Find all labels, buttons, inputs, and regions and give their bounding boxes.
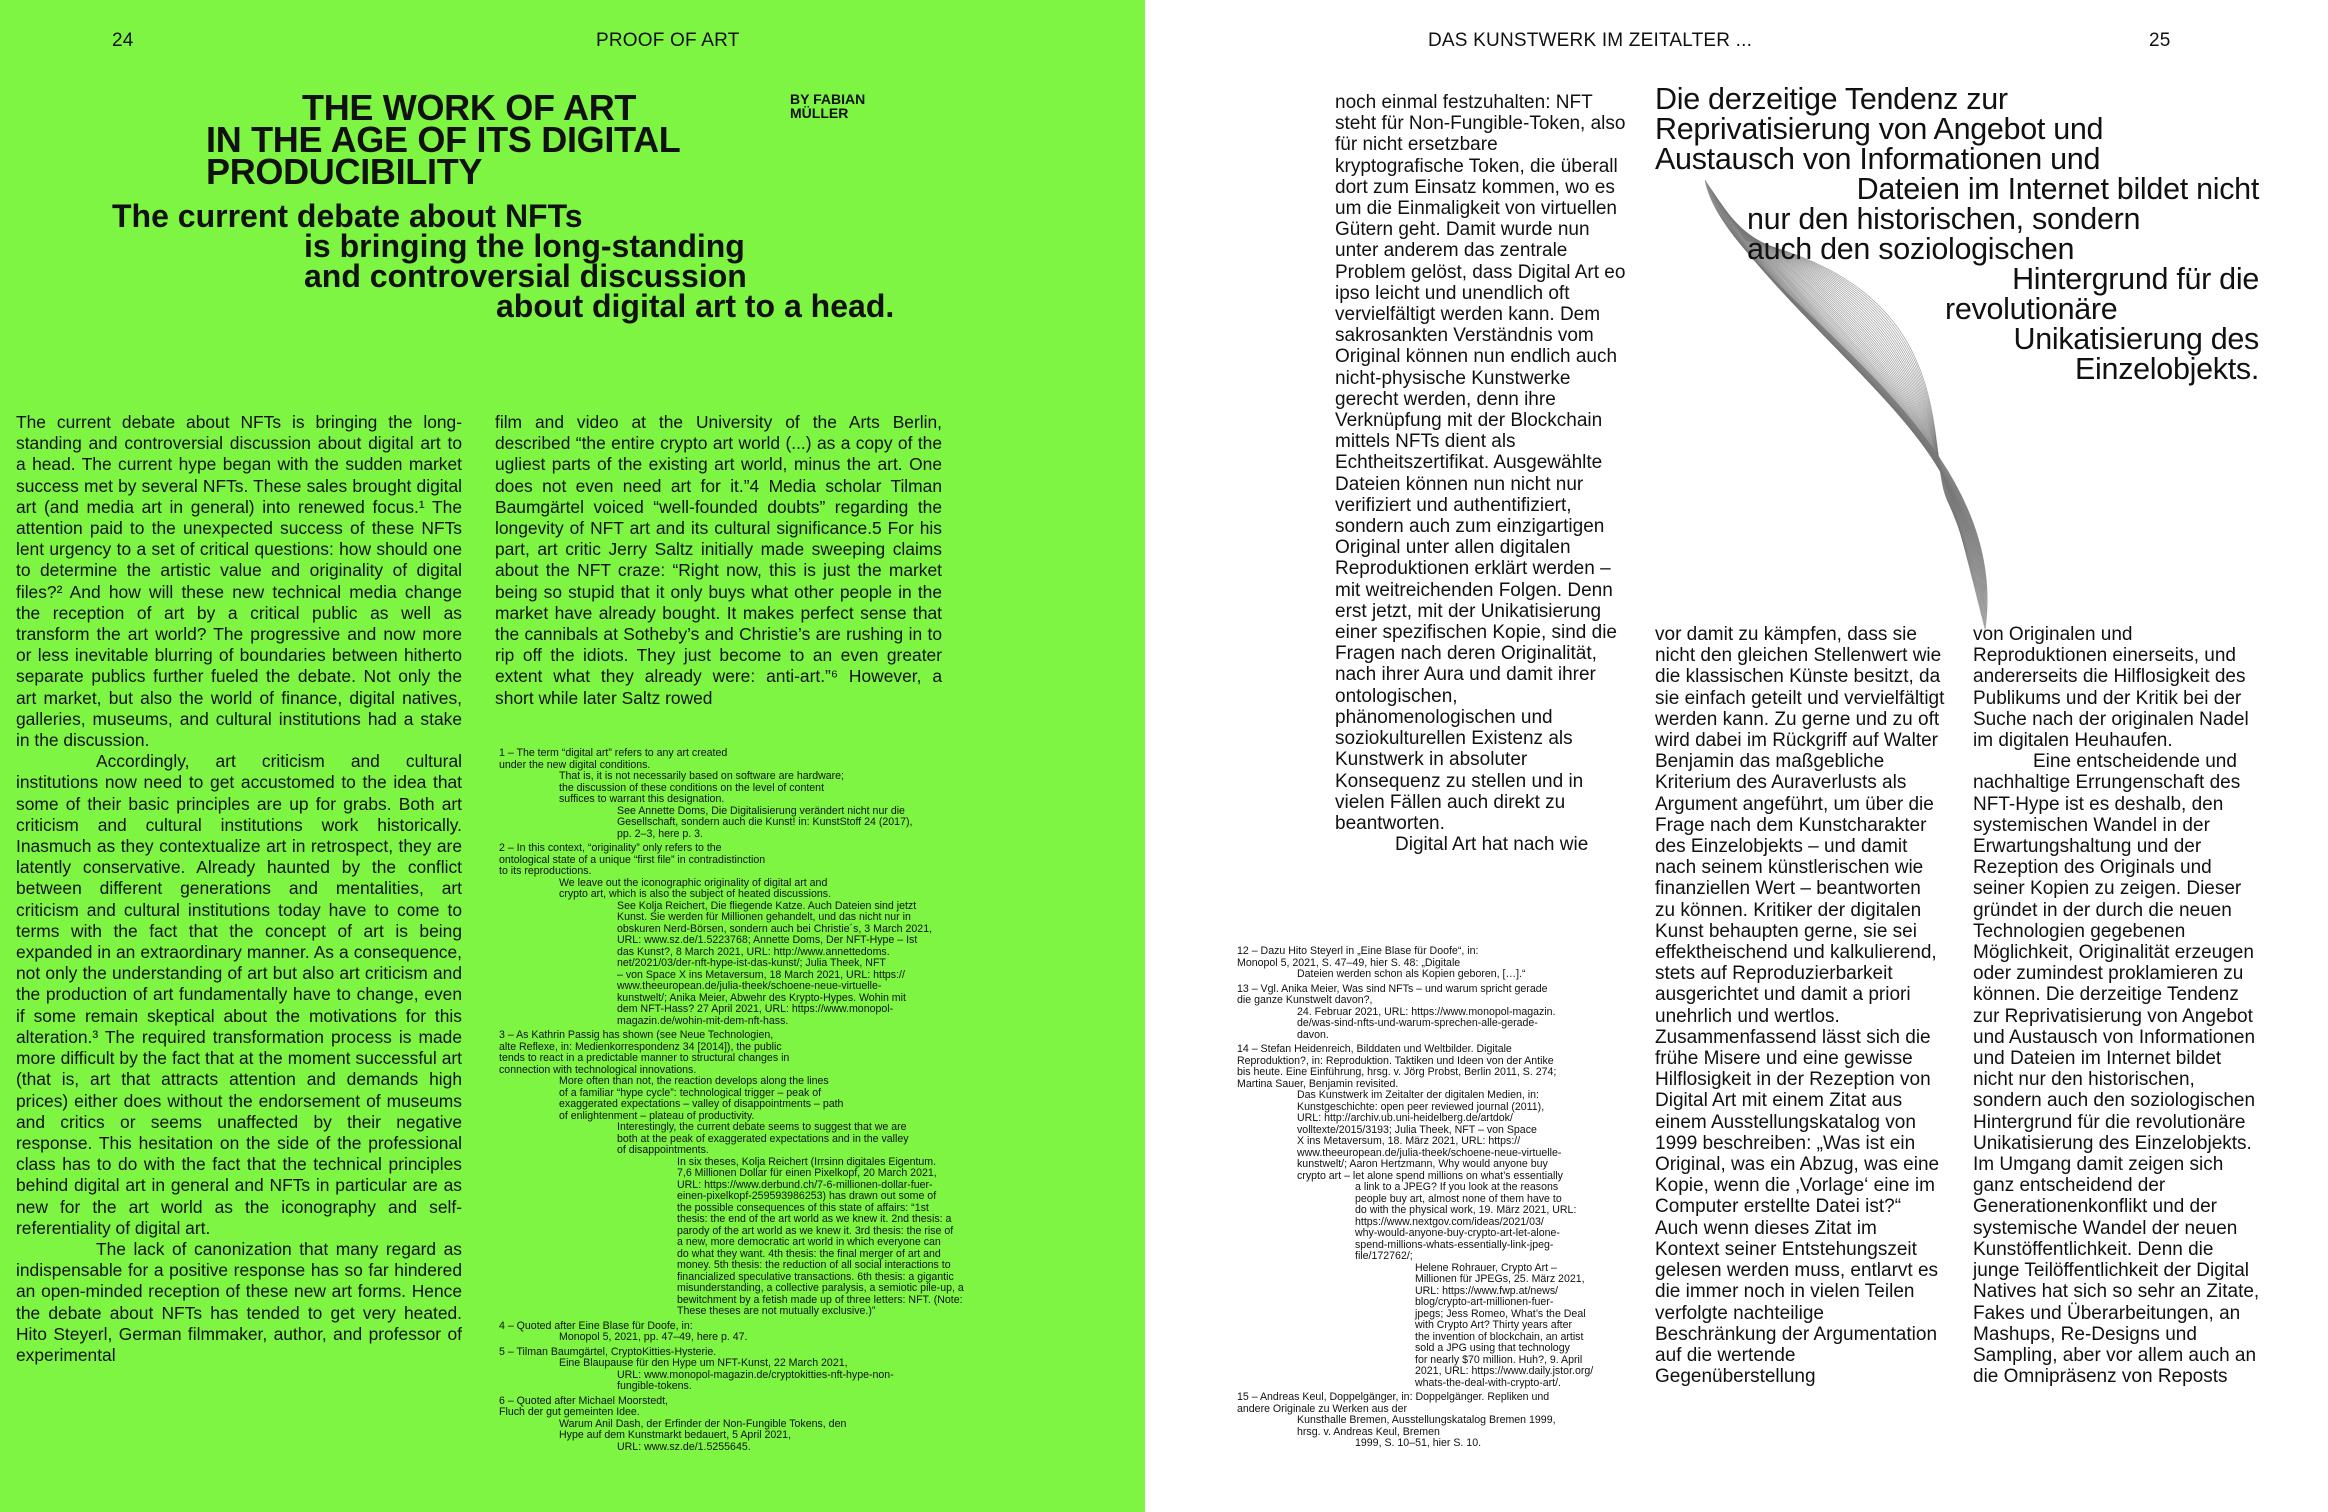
body-column-de-3 <box>1973 624 2263 1387</box>
paragraph: film and video at the University of the Arts Berlin, described “the entire crypto art world (...) as a copy of the ugliest parts of the existing art world, minus the art. One does not even need art for it.”4 Media scholar Tilman Baumgärtel voiced “well-founded doubts” regarding the longevity of NFT art and its cultural significance.5 For his part, art critic Jerry Saltz initially made sweeping claims about the NFT craze: “Right now, this is just the market being so stupid that it only buys what other people in the market have already bought. It makes perfect sense that the cannibals at Sotheby’s and Christie’s are rushing in to rip off the idiots. They just become to an even greater extent what they already were: anti-art.”⁶ However, a short while later Saltz rowed <box>495 412 942 708</box>
paragraph: Digital Art hat nach wie <box>1395 834 1589 856</box>
footnote-line: We leave out the iconographic originality of digital art and <box>559 876 828 889</box>
footnote-line: for nearly $70 million. Huh?, 9. April <box>1415 1353 1583 1366</box>
footnote-line: Interestingly, the current debate seems to suggest that we are <box>617 1121 907 1133</box>
subtitle-line: is bringing the long-standing <box>304 228 745 264</box>
footnote-line: Helene Rohrauer, Crypto Art – <box>1415 1261 1557 1274</box>
footnote-line: 5 – Tilman Baumgärtel, CryptoKitties-Hysterie. <box>499 1345 717 1358</box>
footnote-line: X ins Metaversum, 18. März 2021, URL: https:// <box>1297 1135 1521 1147</box>
pull-quote-line: nur den historischen, sondern <box>1747 202 2141 236</box>
footnote-line: file/172762/; <box>1355 1250 1413 1262</box>
footnote-line: Monopol 5, 2021, S. 47–49, hier S. 48: „Digitale <box>1237 956 1461 969</box>
paragraph: The current debate about NFTs is bringing the long-standing and controversial discussion about digital art to a head. The current hype began with the sudden market success met by several NFTs. These sales brought digital art (and media art in general) into renewed focus.¹ The attention paid to the unexpected success of these NFTs lent urgency to a set of critical questions: how should one to determine the artistic value and originality of digital files?² And how will these new technical media change the reception of art by a critical public as well as transform the art world? The progressive and now more or less inevitable blurring of boundaries between hitherto separate publics further fueled the debate. Not only the art market, but also the world of finance, digital natives, galleries, museums, and cultural institutions had a stake in the discussion. <box>16 412 462 751</box>
footnote-line: hrsg. v. Andreas Keul, Bremen <box>1297 1425 1440 1438</box>
footnote-line: – von Space X ins Metaversum, 18 March 2021, URL: https:// <box>617 968 905 981</box>
footnote <box>1237 1044 1657 1389</box>
footnote <box>499 1321 1139 1344</box>
footnote-line: a new, more democratic art world in which everyone can <box>677 1236 941 1248</box>
footnote-line: URL: www.sz.de/1.5255645. <box>617 1440 751 1453</box>
title-line: THE WORK OF ART <box>302 87 637 128</box>
paragraph: Eine entscheidende und nachhaltige Errungenschaft des NFT-Hype ist es deshalb, den systemischen Wandel in der Erwartungshaltung und der Rezeption des Originals und seiner Kopien zu zeigen. Dieser gründet in der durch die neuen Technologien gegebenen Möglichkeit, Originalität erzeugen oder zumindest proklamieren zu können. Die derzeitige Tendenz zur Reprivatisierung von Angebot und Austausch von Informationen und Dateien im Internet bildet nicht nur den historischen, sondern auch den soziologischen Hintergrund für die revolutionäre Unikatisierung des Einzelobjekts. Im Umgang damit zeigen sich ganz entscheidend der Generationenkonflikt und der systemische Wandel der neuen Kunstöffentlichkeit. Denn die junge Teilöffentlichkeit der Digital Natives hat sich so sehr an Zitate, Fakes und Überarbeitungen, an Mashups, Re-Designs und Sampling, aber vor allem auch an die Omnipräsenz von Reposts <box>1973 751 2260 1388</box>
footnote-line: spend-millions-whats-essentially-link-jpeg- <box>1355 1238 1554 1251</box>
pull-quote-line: revolutionäre <box>1945 292 2118 326</box>
running-head-right: DAS KUNSTWERK IM ZEITALTER ... <box>1428 30 1753 51</box>
body-column-de-1 <box>1335 92 1627 855</box>
footnote-line: parody of the art world as we knew it. 3rd thesis: the rise of <box>677 1224 954 1237</box>
footnote-line: 1 – The term “digital art” refers to any art created <box>499 747 728 759</box>
footnote-line: Kunst. Sie werden für Millionen gehandelt, und das nicht nur in <box>617 911 911 923</box>
footnote-line: under the new digital conditions. <box>499 758 651 771</box>
subtitle <box>112 198 1132 324</box>
footnote-line: the possible consequences of this state of affairs: “1st <box>677 1201 929 1214</box>
footnote-line: 7,6 Millionen Dollar für einen Pixelkopf, 20 March 2021, <box>677 1167 937 1179</box>
footnote-line: Millionen für JPEGs, 25. März 2021, <box>1415 1273 1585 1285</box>
title-line: PRODUCIBILITY <box>206 151 483 192</box>
footnote-line: 2 – In this context, “originality” only refers to the <box>499 842 722 854</box>
footnote-line: 13 – Vgl. Anika Meier, Was sind NFTs – und warum spricht gerade <box>1237 982 1548 995</box>
paragraph: von Originalen und Reproduktionen einerseits, und andererseits die Hilflosigkeit des Publikums und der Kritik bei der Suche nach der originalen Nadel im digitalen Heuhaufen. <box>1973 624 2249 752</box>
footnote-line: of disappointments. <box>617 1144 709 1156</box>
footnote-line: do what they want. 4th thesis: the final merger of art and <box>677 1247 941 1260</box>
footnote-line: de/was-sind-nfts-und-warum-sprechen-alle-gerade- <box>1297 1017 1538 1029</box>
pull-quote-line: Einzelobjekts. <box>2075 352 2259 386</box>
footnote-line: with Crypto Art? Thirty years after <box>1415 1319 1572 1331</box>
footnote-line: financialized speculative transactions. 6th thesis: a gigantic <box>677 1270 954 1283</box>
footnote-line: URL: www.monopol-magazin.de/cryptokitties-nft-hype-non- <box>617 1368 894 1381</box>
footnote-line: These theses are not mutually exclusive.)” <box>677 1305 876 1317</box>
footnote-line: Kunstgeschichte: open peer reviewed journal (2011), <box>1297 1100 1545 1113</box>
pull-quote-line: auch den soziologischen <box>1747 232 2075 266</box>
footnote-line: blog/crypto-art-millionen-fuer- <box>1415 1296 1554 1308</box>
footnotes-right <box>1237 946 1657 1450</box>
page-number-left: 24 <box>112 30 134 51</box>
subtitle-line: The current debate about NFTs <box>112 198 583 234</box>
footnote <box>1237 1392 1657 1450</box>
footnote-line: 4 – Quoted after Eine Blase für Doofe, in: <box>499 1319 693 1332</box>
pull-quote-line: Austausch von Informationen und <box>1655 142 2101 176</box>
footnote-line: 3 – As Kathrin Passig has shown (see Neue Technologien, <box>499 1029 774 1041</box>
footnote-line: 24. Februar 2021, URL: https://www.monopol-magazin. <box>1297 1005 1556 1018</box>
footnote-line: Martina Sauer, Benjamin revisited. <box>1237 1077 1399 1090</box>
pull-quote-line: Dateien im Internet bildet nicht <box>1856 172 2259 206</box>
footnote-line: bewitchment by a fetish made up of three letters: NFT. (Note: <box>677 1293 963 1306</box>
footnote-line: Hype auf dem Kunstmarkt bedauert, 5 April 2021, <box>559 1429 792 1441</box>
footnote-line: thesis: the end of the art world as we knew it. 2nd thesis: a <box>677 1213 952 1225</box>
body-column-de-2 <box>1655 624 1945 1387</box>
footnote-line: Dateien werden schon als Kopien geboren, […].“ <box>1297 968 1526 980</box>
byline-line: BY FABIAN <box>790 91 866 107</box>
footnote-line: whats-the-deal-with-crypto-art/. <box>1415 1376 1562 1389</box>
footnote-line: a link to a JPEG? If you look at the reasons <box>1355 1181 1559 1193</box>
footnote-line: sold a JPG using that technology <box>1415 1342 1570 1354</box>
footnote-line: magazin.de/wohin-mit-dem-nft-hass. <box>617 1014 789 1027</box>
footnote-line: 12 – Dazu Hito Steyerl in „Eine Blase für Doofe“, in: <box>1237 945 1479 957</box>
footnote-line: https://www.nextgov.com/ideas/2021/03/ <box>1355 1215 1544 1228</box>
footnote-line: That is, it is not necessarily based on software are hardware; <box>559 770 844 782</box>
footnote-line: dem NFT-Hass? 27 April 2021, URL: https://www.monopol- <box>617 1003 894 1015</box>
paragraph: Accordingly, art criticism and cultural institutions now need to get accustomed to the idea that some of their basic principles are up for grabs. Both art criticism and cultural institutions work historically. Inasmuch as they contextualize art in retrospect, they are latently conservative. Already haunted by the conflict between different generations and mentalities, art criticism and cultural institutions today have to come to terms with the fact that the concept of art is being expanded in an extraordinary manner. As a consequence, not only the understanding of art but also art criticism and the production of art fundamentally have to change, even if some remain skeptical about the motivations for this alteration.³ The required transformation process is made more difficult by the fact that at the moment successful art (that is, art that attracts attention and demands high prices) either does without the endorsement of museums and critics or seems unaffected by their negative response. This hesitation on the side of the professional class has to do with the fact that the technical principles behind digital art in general and NFTs in particular are as new for the art world as the iconography and self-referentiality of digital art. <box>16 751 462 1238</box>
footnote-line: Eine Blaupause für den Hype um NFT-Kunst, 22 March 2021, <box>559 1357 848 1369</box>
footnote-line: tends to react in a predictable manner to structural changes in <box>499 1052 790 1064</box>
footnote <box>1237 946 1657 981</box>
footnote-line: More often than not, the reaction develops along the lines <box>559 1075 829 1087</box>
footnote-line: of a familiar “hype cycle”: technological trigger – peak of <box>559 1086 822 1099</box>
footnote-line: 2021, URL: https://www.daily.jstor.org/ <box>1415 1365 1594 1377</box>
paragraph: vor damit zu kämpfen, dass sie nicht den gleichen Stellenwert wie die klassischen Künste besitzt, da sie einfach geteilt und vervielfältigt werden kann. Zu gerne und zu oft wird dabei im Rückgriff auf Walter Benjamin das maßgebliche Kriterium des Auraverlusts als Argument angeführt, um über die Frage nach dem Kunstcharakter des Einzelobjekts – und damit nach seinem künstlerischen wie finanziellen Wert – beantworten zu können. Kritiker der digitalen Kunst behaupten gerne, sie sei effektheischend und kalkulierend, stets auf Reproduzierbarkeit ausgerichtet und damit a priori unehrlich und wertlos. Zusammenfassend lässt sich die frühe Misere und eine gewisse Hilflosigkeit in der Rezeption von Digital Art mit einem Zitat aus einem Ausstellungskatalog von 1999 beschreiben: „Was ist ein Original, was ein Abzug, was eine Kopie, wenn die ‚Vorlage‘ eine im Computer erstellte Datei ist?“ Auch wenn dieses Zitat im Kontext seiner Entstehungszeit gelesen werden muss, entlarvt es die immer noch in vielen Teilen verfolgte nachteilige Beschränkung der Argumentation auf die wertende Gegenüberstellung <box>1655 624 1945 1388</box>
footnote-line: both at the peak of exaggerated expectations and in the valley <box>617 1132 909 1145</box>
footnote-line: See Kolja Reichert, Die fliegende Katze. Auch Dateien sind jetzt <box>617 899 917 912</box>
footnote-line: davon. <box>1297 1028 1329 1041</box>
footnote-line: the invention of blockchain, an artist <box>1415 1330 1584 1343</box>
article-title <box>206 87 681 192</box>
footnote-line: exaggerated expectations – valley of disappointments – path <box>559 1098 844 1110</box>
footnote-line: connection with technological innovations. <box>499 1063 697 1076</box>
page-number-right: 25 <box>2149 30 2171 51</box>
footnote-line: Reproduktion?, in: Reproduktion. Taktiken und Ideen von der Antike <box>1237 1054 1554 1067</box>
footnote-line: of enlightenment – plateau of productivity. <box>559 1109 755 1122</box>
footnote-line: andere Originale zu Werken aus der <box>1237 1402 1407 1415</box>
footnote-line: kunstwelt/; Anika Meier, Abwehr des Krypto-Hypes. Wohin mit <box>617 991 906 1004</box>
footnote-line: URL: http://archiv.ub.uni-heidelberg.de/artdok/ <box>1297 1112 1513 1124</box>
footnote-line: Kunsthalle Bremen, Ausstellungskatalog Bremen 1999, <box>1297 1414 1556 1426</box>
subtitle-line: and controversial discussion <box>304 258 747 294</box>
footnote-line: do with the physical work, 19. März 2021, URL: <box>1355 1204 1577 1216</box>
pull-quote-line: Unikatisierung des <box>2013 322 2259 356</box>
footnote-line: In six theses, Kolja Reichert (Irrsinn digitales Eigentum. <box>677 1155 937 1168</box>
footnotes-left <box>499 748 1139 1453</box>
footnote-line: bis heute. Eine Einführung, hrsg. v. Jörg Probst, Berlin 2011, S. 274; <box>1237 1066 1557 1078</box>
footnote-line: misunderstanding, a collective paralysis, a semiotic pile-up, a <box>677 1282 964 1294</box>
footnote-line: das Kunst?, 8 March 2021, URL: http://www.annettedoms. <box>617 945 890 958</box>
byline <box>790 92 865 120</box>
running-head-left: PROOF OF ART <box>596 30 740 51</box>
footnote-line: to its reproductions. <box>499 865 592 877</box>
footnote-line: volltexte/2015/3193; Julia Theek, NFT – von Space <box>1297 1123 1537 1136</box>
footnote-line: fungible-tokens. <box>617 1380 692 1392</box>
footnote-line: 14 – Stefan Heidenreich, Bilddaten und Weltbilder. Digitale <box>1237 1043 1512 1055</box>
footnote <box>499 843 1139 1027</box>
footnote-line: www.theeuropean.de/julia-theek/schoene-neue-virtuelle- <box>617 980 882 992</box>
footnote-line: URL: https://www.fwp.at/news/ <box>1415 1284 1559 1297</box>
paragraph: noch einmal festzuhalten: NFT steht für Non-Fungible-Token, also für nicht ersetzbare kryptografische Token, die überall dort zum Einsatz kommen, wo es um die Einmaligkeit von virtuellen Gütern geht. Damit wurde nun unter anderem das zentrale Problem gelöst, dass Digital Art eo ipso leicht und unendlich oft vervielfältigt werden kann. Dem sakrosankten Verständnis vom Original können nun endlich auch nicht-physische Kunstwerke gerecht werden, denn ihre Verknüpfung mit der Blockchain mittels NFTs dient als Echtheitszertifikat. Ausgewählte Dateien können nun nicht nur verifiziert und authentifiziert, sondern auch zum einzigartigen Original unter allen digitalen Reproduktionen erklärt werden – mit weitreichenden Folgen. Denn erst jetzt, mit der Unikatisierung einer spezifischen Kopie, sind die Fragen nach deren Originalität, nach ihrer Aura und damit ihrer ontologischen, phänomenologischen und soziokulturellen Existenz als Kunstwerk in absoluter Konsequenz zu stellen und in vielen Fällen auch direkt zu beantworten. <box>1335 92 1626 834</box>
byline-line: MÜLLER <box>790 105 849 121</box>
footnote-line: einen-pixelkopf-259593986253) has drawn out some of <box>677 1190 937 1202</box>
footnote-line: money. 5th thesis: the reduction of all social interactions to <box>677 1259 951 1271</box>
footnote <box>499 1396 1139 1454</box>
footnote-line: 1999, S. 10–51, hier S. 10. <box>1355 1437 1482 1449</box>
footnote-line: people buy art, almost none of them have to <box>1355 1192 1562 1205</box>
paragraph: The lack of canonization that many regard as indispensable for a positive response has so far hindered an open-minded reception of these new art forms. Hence the debate about NFTs has tended to get very heated. Hito Steyerl, German filmmaker, author, and professor of experimental <box>16 1238 462 1365</box>
left-page <box>0 0 1145 1512</box>
footnote-line: Fluch der gut gemeinten Idee. <box>499 1406 640 1418</box>
footnote <box>499 748 1139 840</box>
footnote-line: URL: https://www.derbund.ch/7-6-millionen-dollar-fuer- <box>677 1178 933 1191</box>
footnote-line: Das Kunstwerk im Zeitalter der digitalen Medien, in: <box>1297 1089 1539 1101</box>
footnote-line: 15 – Andreas Keul, Doppelgänger, in: Doppelgänger. Repliken und <box>1237 1391 1550 1403</box>
right-page <box>1145 0 2328 1512</box>
body-column-2 <box>495 412 942 709</box>
body-column-1 <box>16 412 462 1366</box>
footnote-line: net/2021/03/der-nft-hype-ist-das-kunst/; Julia Theek, NFT <box>617 957 886 969</box>
footnote-line: www.theeuropean.de/julia-theek/schoene-neue-virtuelle- <box>1297 1146 1562 1159</box>
pull-quote <box>1655 84 2259 384</box>
footnote-line: crypto art, which is also the subject of heated discussions. <box>559 888 832 900</box>
footnote-line: 6 – Quoted after Michael Moorstedt, <box>499 1394 668 1407</box>
footnote <box>499 1030 1139 1318</box>
pull-quote-line: Reprivatisierung von Angebot und <box>1655 112 2104 146</box>
footnote-line: Gesellschaft, sondern auch die Kunst! in: KunstStoff 24 (2017), <box>617 816 913 828</box>
footnote-line: Warum Anil Dash, der Erfinder der Non-Fungible Tokens, den <box>559 1417 847 1430</box>
footnote-line: crypto art – let alone spend millions on what’s essentially <box>1297 1169 1563 1182</box>
footnote-line: ontological state of a unique “first file” in contradistinction <box>499 853 766 866</box>
footnote-line: URL: www.sz.de/1.5223768; Annette Doms, Der NFT-Hype – Ist <box>617 934 918 946</box>
footnote-line: alte Reflexe, in: Medienkorrespondenz 34 [2014]), the public <box>499 1040 782 1053</box>
footnote <box>499 1347 1139 1393</box>
footnote-line: pp. 2–3, here p. 3. <box>617 827 703 840</box>
pull-quote-line: Hintergrund für die <box>2012 262 2259 296</box>
footnote-line: why-would-anyone-buy-crypto-art-let-alone- <box>1355 1227 1560 1239</box>
footnote <box>1237 984 1657 1042</box>
pull-quote-line: Die derzeitige Tendenz zur <box>1655 82 2008 116</box>
footnote-line: Monopol 5, 2021, pp. 47–49, here p. 47. <box>559 1331 748 1343</box>
footnote-line: die ganze Kunstwelt davon?, <box>1237 994 1373 1006</box>
footnote-line: suffices to warrant this designation. <box>559 793 725 805</box>
subtitle-line: about digital art to a head. <box>496 288 895 324</box>
title-line: IN THE AGE OF ITS DIGITAL <box>206 119 681 160</box>
footnote-line: jpegs; Jess Romeo, What’s the Deal <box>1415 1307 1586 1320</box>
footnote-line: kunstwelt/; Aaron Hertzmann, Why would anyone buy <box>1297 1158 1548 1170</box>
footnote-line: See Annette Doms, Die Digitalisierung verändert nicht nur die <box>617 804 905 817</box>
footnote-line: the discussion of these conditions on the level of content <box>559 781 825 794</box>
footnote-line: obskuren Nerd-Börsen, sondern auch bei Christie´s, 3 March 2021, <box>617 922 933 935</box>
